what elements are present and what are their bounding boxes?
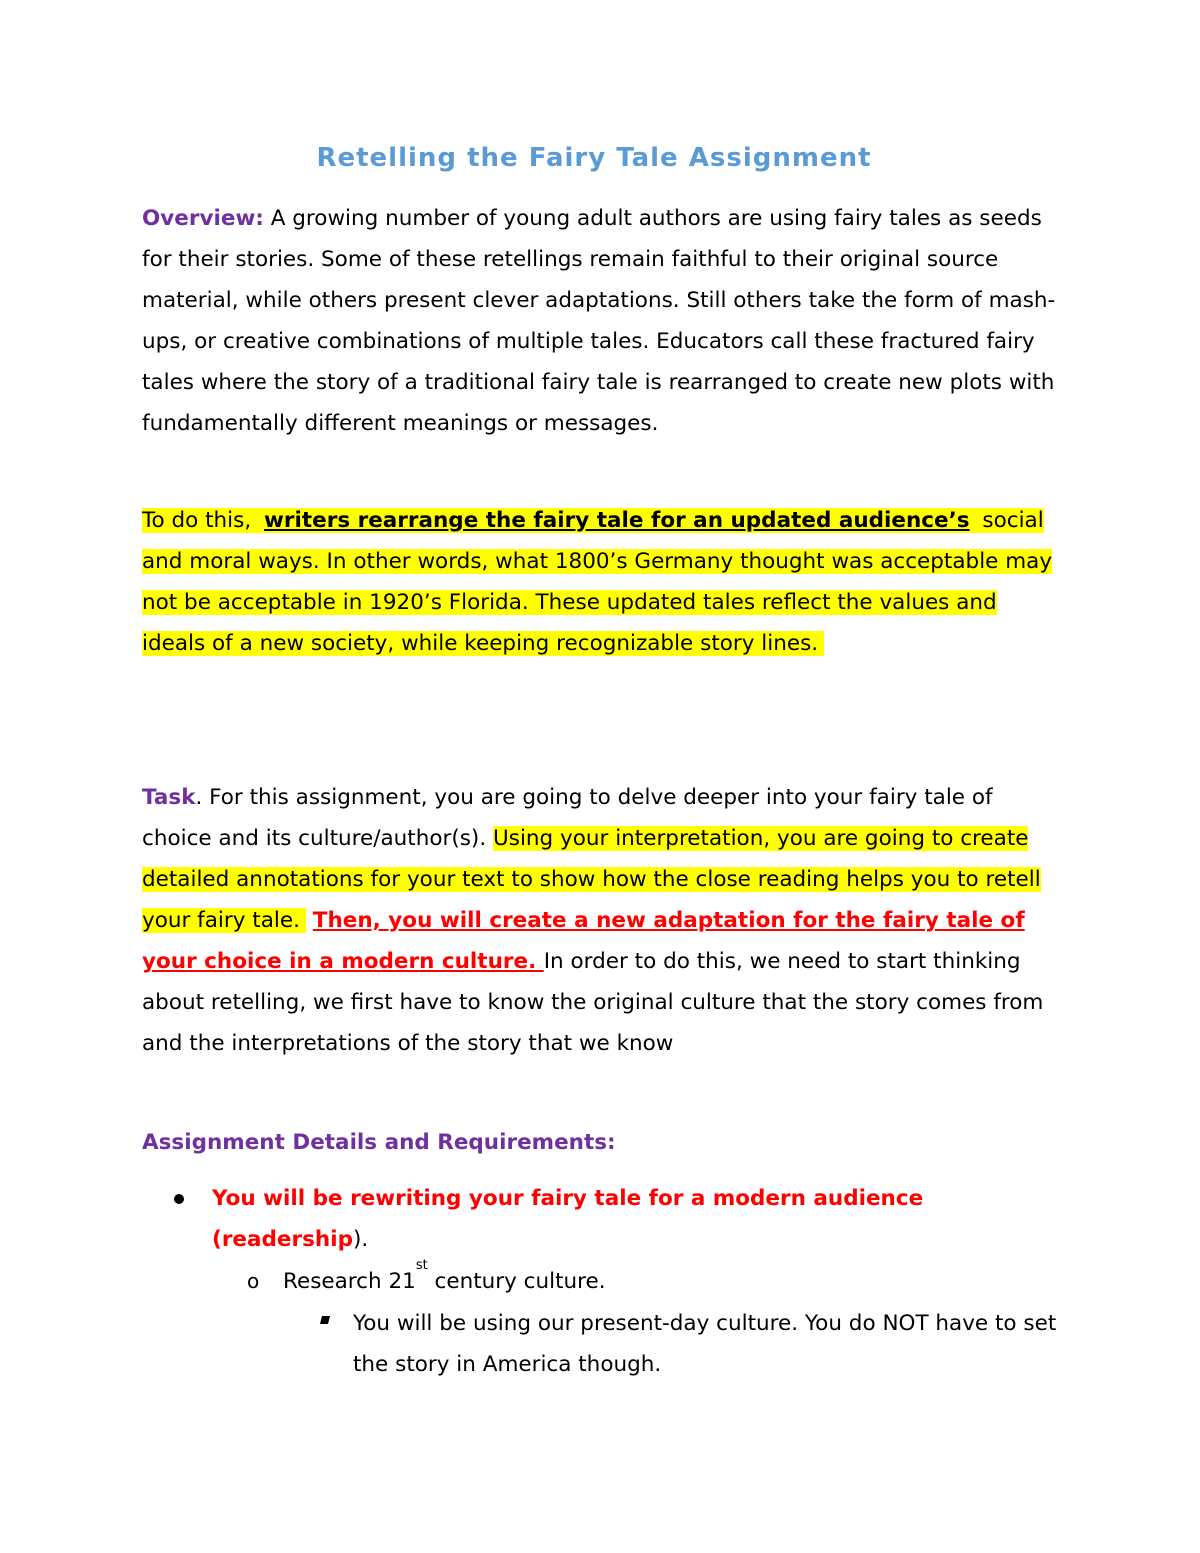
overview-text: A growing number of young adult authors are using fairy tales as seeds for their stories. Some of these retellings remain faithful to their original source material, while others present clever adaptations. Still others take the form of mash-ups, or creative combinations of multiple tales. Educators call these fractured fairy tales where the story of a traditional fairy tale is rearranged to create new plots with fundamentally different meanings or messages. [142, 206, 1056, 436]
task-red-emphasis: Then, you will create a new adaptation for the fairy tale of your choice in a modern culture. [142, 908, 1025, 974]
document-title: Retelling the Fairy Tale Assignment [316, 143, 872, 173]
task-label: Task [142, 785, 196, 810]
highlight-rest: social and moral ways. In other words, what 1800’s Germany thought was acceptable may not be acceptable in 1920’s Florida. These updated tales reflect the values and ideals of a new society, while keeping recognizable story lines. [142, 508, 1053, 656]
rearrange-paragraph [142, 500, 1062, 664]
bullet-level2-suffix: century culture. [427, 1269, 606, 1294]
task-space [306, 908, 313, 933]
bullet-level1-red: You will be rewriting your fairy tale for a modern audience (readership [212, 1186, 924, 1252]
bullet-disc-icon [174, 1194, 184, 1204]
highlight-lead: To do this, [142, 508, 264, 533]
details-heading: Assignment Details and Requirements: [142, 1130, 616, 1155]
task-intro: . For this assignment, you are going to delve deeper into your fairy tale of choice and its culture/author(s). [142, 785, 993, 851]
bullet-level3: You will be using our present-day culture. You do NOT have to set the story in America though. [353, 1311, 1057, 1377]
bullet-circle-marker: o [247, 1269, 260, 1293]
task-highlighted: Using your interpretation, you are going to create detailed annotations for your text to show how the close reading helps you to retell your fairy tale. [142, 826, 1041, 933]
task-paragraph [142, 777, 1062, 1064]
overview-paragraph [142, 198, 1062, 444]
bullet-level2-prefix: Research 21 [283, 1269, 416, 1294]
bullet-level1 [212, 1178, 1042, 1260]
bullet-level2 [283, 1258, 1063, 1302]
bullet-level1-tail: ). [352, 1227, 369, 1252]
bullet-level2-superscript: st [415, 1258, 428, 1273]
task-rest: In order to do this, we need to start thinking about retelling, we first have to know the original culture that the story comes from and the interpretations of the story that we know [142, 949, 1044, 1056]
square-bullet-icon [320, 1316, 330, 1324]
highlight-bold-underline: writers rearrange the fairy tale for an updated audience’s [264, 508, 976, 533]
overview-label: Overview: [142, 206, 264, 231]
